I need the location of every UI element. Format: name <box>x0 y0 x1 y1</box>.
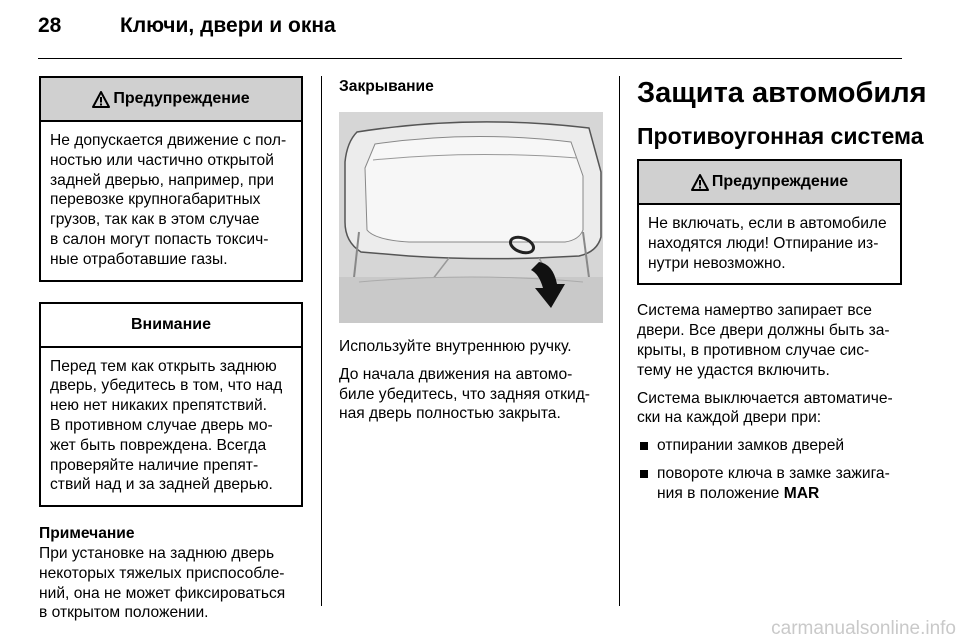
list-item <box>637 436 902 456</box>
note-line: При установке на заднюю дверь <box>39 544 275 562</box>
warning-box-text <box>41 122 301 280</box>
section-title: Защита автомобиля <box>637 77 927 109</box>
caution-box-text <box>41 348 301 506</box>
paragraph-line: Система намертво запирает все <box>637 302 872 320</box>
anti-theft-warning-line: находятся люди! Отпирание из- <box>648 234 879 252</box>
section-subtitle: Противоугонная система <box>637 123 924 149</box>
paragraph-line: тему не удастся включить. <box>637 361 830 379</box>
note-line: ний, она не может фиксироваться <box>39 584 286 602</box>
caution-box <box>39 302 303 508</box>
list-item-text: ния в положение <box>657 484 784 502</box>
paragraph-line: двери. Все двери должны быть за- <box>637 322 890 340</box>
middle-column <box>339 76 603 424</box>
caution-line: нею нет никаких препятствий. <box>50 397 267 415</box>
disable-conditions-list <box>637 436 902 503</box>
anti-theft-warning-text <box>639 205 900 283</box>
anti-theft-warning-box <box>637 159 902 285</box>
warning-box <box>39 76 303 282</box>
square-bullet-icon <box>640 470 648 478</box>
list-item-text-continued <box>657 484 902 504</box>
watermark: carmanualsonline.info <box>771 618 956 639</box>
paragraph-line: ски на каждой двери при: <box>637 409 822 427</box>
caution-box-header: Внимание <box>41 304 301 348</box>
page-title: Ключи, двери и окна <box>120 14 336 37</box>
caution-line: ствий над и за задней дверью. <box>50 476 273 494</box>
warning-line: в салон могут попасть токсич- <box>50 230 269 248</box>
warning-line: перевозке крупногабаритных <box>50 191 261 209</box>
warning-box-title: Предупреждение <box>113 90 250 107</box>
closing-line: биле убедитесь, что задняя откид- <box>339 385 590 403</box>
paragraph-line: Система выключается автоматиче- <box>637 389 893 407</box>
warning-line: задней дверью, например, при <box>50 171 274 189</box>
column-divider-right <box>619 76 620 606</box>
note-line: в открытом положении. <box>39 604 209 622</box>
tailgate-closing-image <box>339 112 603 323</box>
warning-line: Не допускается движение с пол- <box>50 132 287 149</box>
column-divider-left <box>321 76 322 606</box>
list-item <box>637 464 902 504</box>
caution-line: проверяйте наличие препят- <box>50 456 259 474</box>
list-item-text: повороте ключа в замке зажига- <box>657 464 890 482</box>
anti-theft-warning-line: Не включать, если в автомобиле <box>648 215 887 232</box>
anti-theft-warning-header <box>639 161 900 205</box>
closing-line: ная дверь полностью закрыта. <box>339 405 561 423</box>
warning-line: грузов, так как в этом случае <box>50 211 260 229</box>
note-block <box>39 524 303 623</box>
caution-line: Перед тем как открыть заднюю <box>50 357 277 375</box>
caution-line: дверь, убедитесь в том, что над <box>50 377 283 395</box>
paragraph-line: крыты, в противном случае сис- <box>637 341 870 359</box>
anti-theft-paragraph-1 <box>637 301 902 380</box>
warning-box-header <box>41 78 301 122</box>
square-bullet-icon <box>640 442 648 450</box>
warning-triangle-icon <box>691 174 709 191</box>
closing-line: До начала движения на автомо- <box>339 365 573 383</box>
warning-line: ные отработавшие газы. <box>50 250 228 268</box>
header-divider <box>38 58 902 59</box>
figure-caption: Используйте внутреннюю ручку. <box>339 338 572 355</box>
list-item-text: отпирании замков дверей <box>657 437 845 455</box>
page-number: 28 <box>38 14 62 37</box>
closing-paragraph <box>339 365 603 424</box>
anti-theft-paragraph-2 <box>637 389 902 429</box>
ignition-position-label: MAR <box>783 484 820 502</box>
note-title: Примечание <box>39 525 135 543</box>
section-heading-closing: Закрывание <box>339 78 434 95</box>
right-column <box>637 76 927 504</box>
warning-line: ностью или частично открытой <box>50 151 274 169</box>
caution-line: В противном случае дверь мо- <box>50 416 273 434</box>
note-line: некоторых тяжелых приспособле- <box>39 564 285 582</box>
caution-line: жет быть повреждена. Всегда <box>50 436 267 454</box>
tailgate-illustration <box>339 112 603 323</box>
warning-triangle-icon <box>92 91 110 108</box>
anti-theft-warning-line: нутри невозможно. <box>648 254 786 272</box>
anti-theft-warning-title: Предупреждение <box>711 173 849 190</box>
left-column <box>39 76 303 623</box>
